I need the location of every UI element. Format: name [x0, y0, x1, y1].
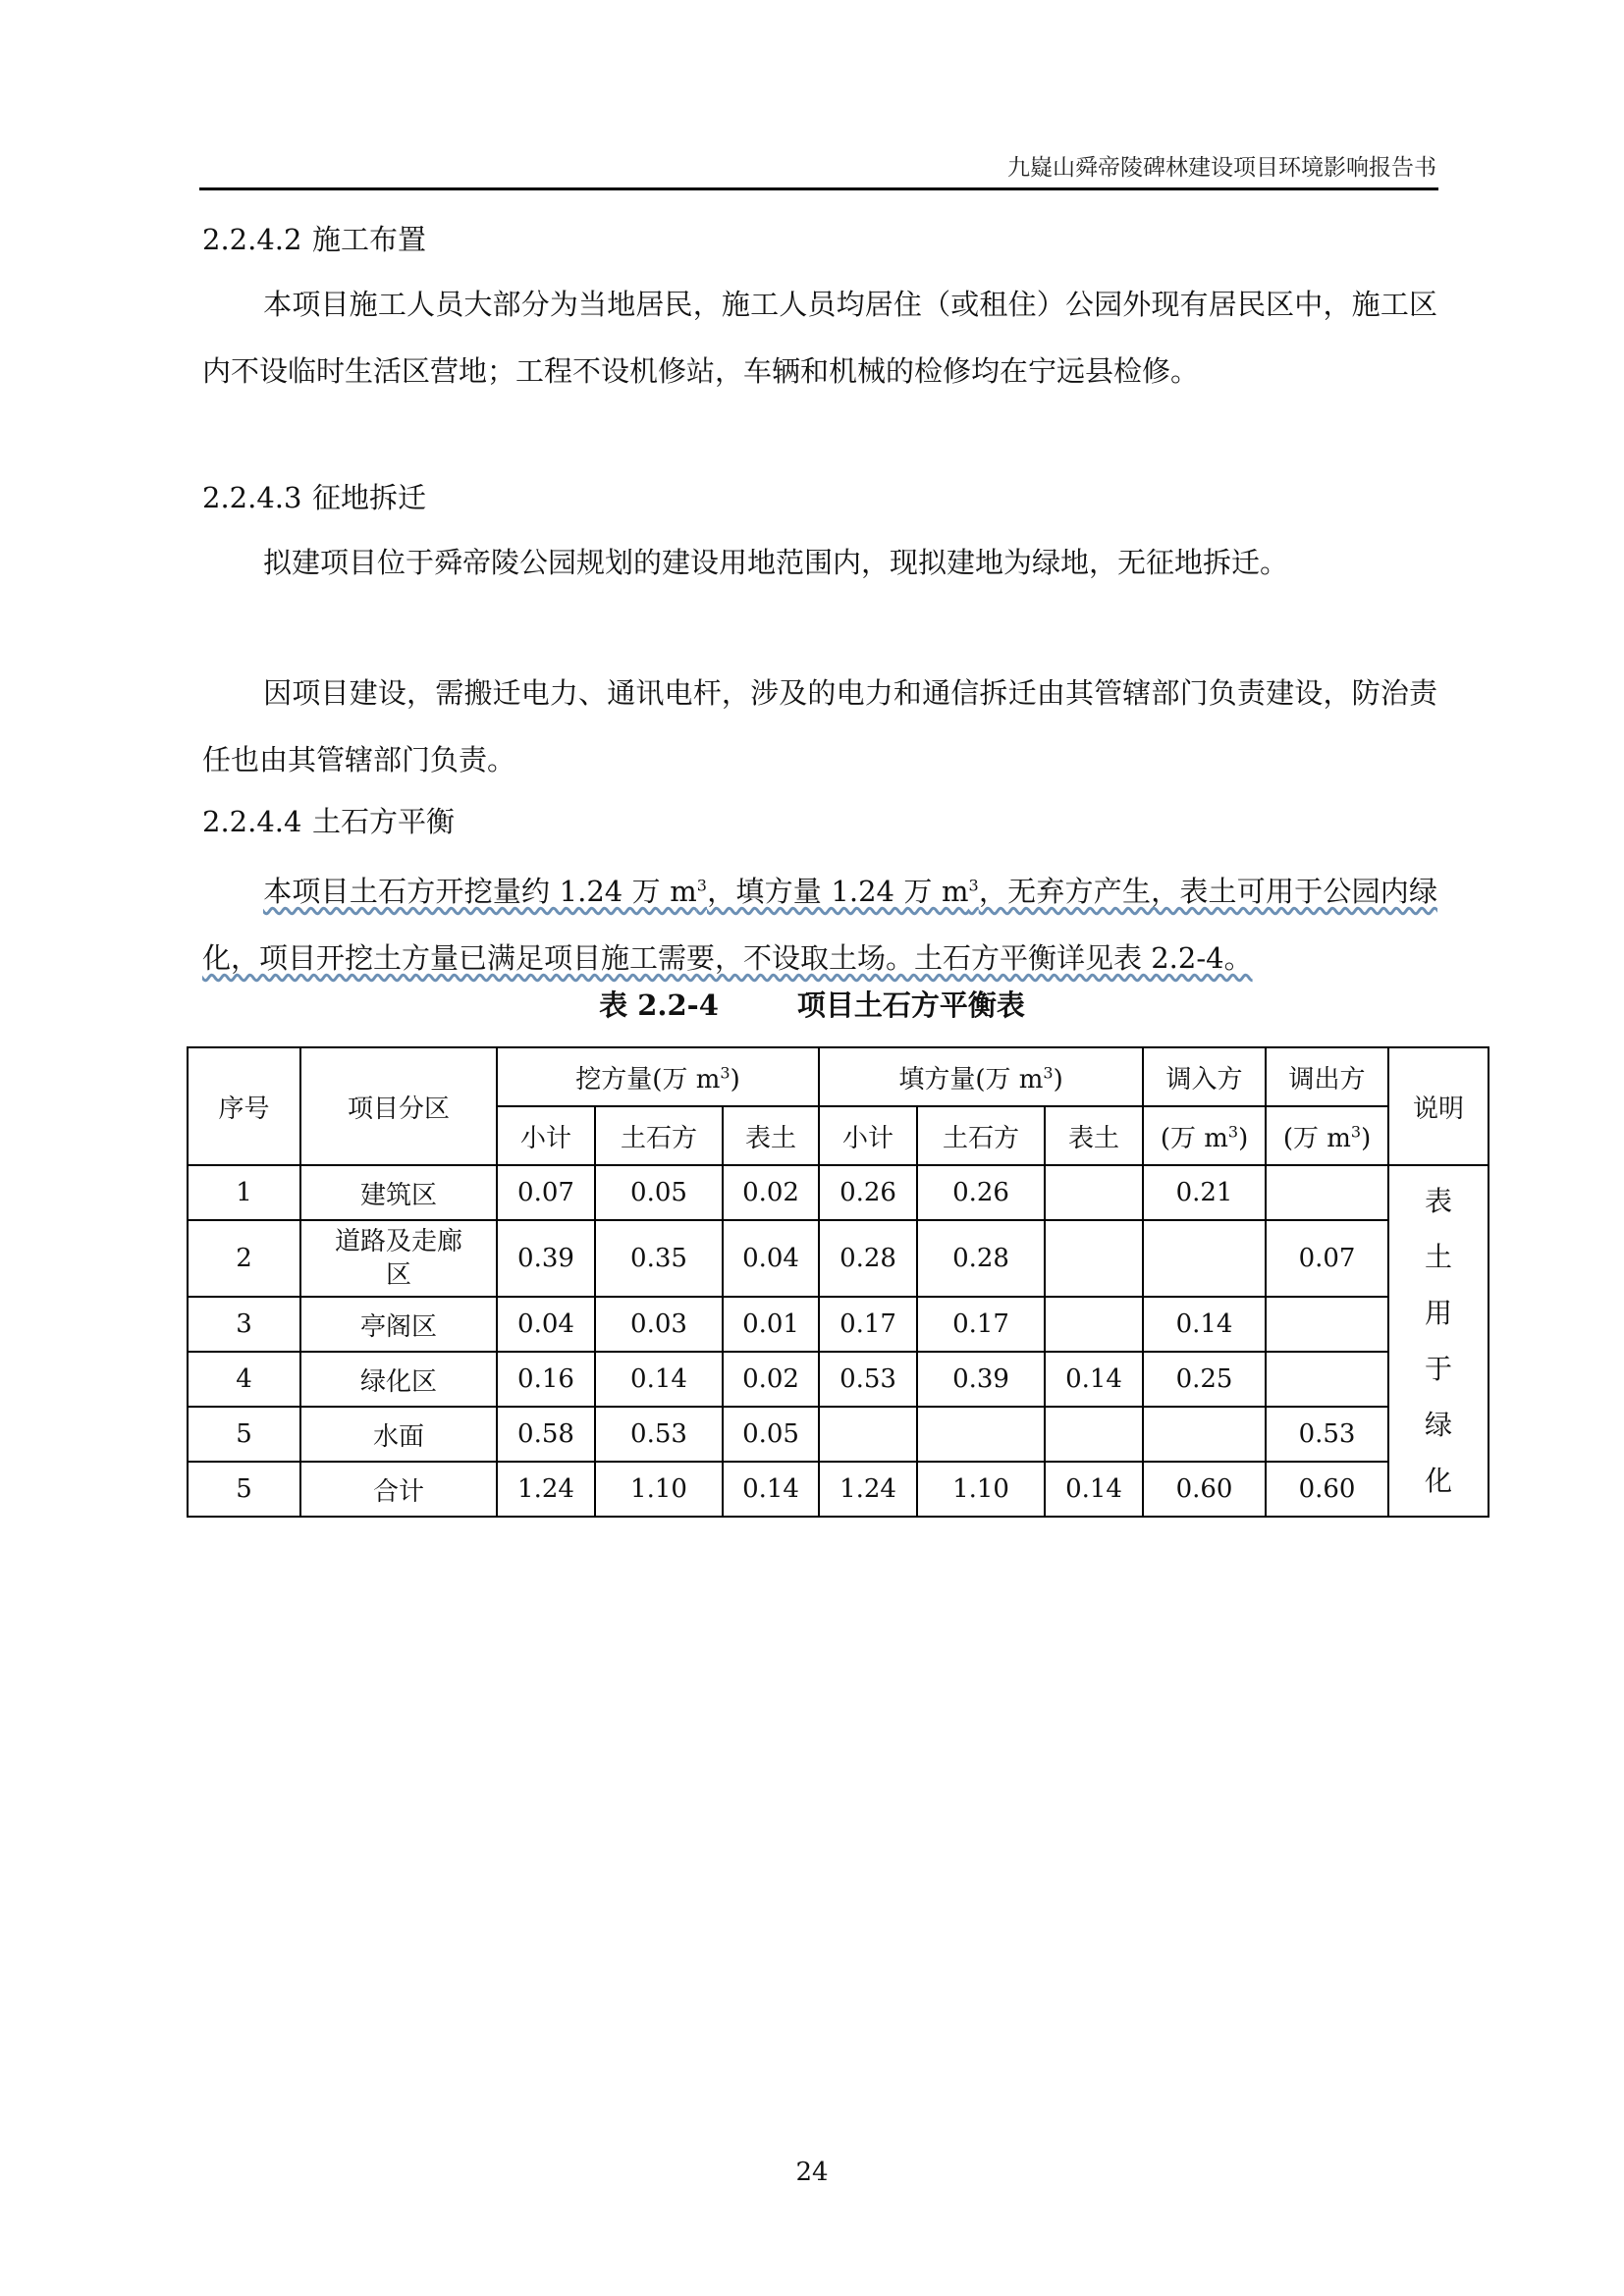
table-row [188, 1220, 1489, 1297]
table-cell [1266, 1297, 1388, 1352]
note-cell: 表 土 用 于 绿 化 [1388, 1165, 1489, 1517]
header-rule [199, 187, 1438, 190]
table-cell: 绿化区 [300, 1352, 497, 1407]
table-cell: 0.53 [1266, 1407, 1388, 1462]
header-row [188, 1047, 1489, 1106]
table-cell: 0.26 [819, 1165, 917, 1220]
table-cell [1266, 1352, 1388, 1407]
table-cell: 道路及走廊区 [300, 1220, 497, 1297]
table-cell: 1.10 [595, 1462, 723, 1517]
table-cell: 0.05 [595, 1165, 723, 1220]
table-cell: 5 [188, 1407, 300, 1462]
table-caption [0, 984, 1624, 1024]
paragraph [202, 529, 1437, 596]
section-number: 2.2.4.3 [202, 481, 302, 514]
paragraph-text: 本项目施工人员大部分为当地居民，施工人员均居住（或租住）公园外现有居民区中，施工区内不设临时生活区营地；工程不设机修站，车辆和机械的检修均在宁远县检修。 [202, 288, 1437, 388]
table-cell: 水面 [300, 1407, 497, 1462]
table-cell: 4 [188, 1352, 300, 1407]
earthwork-text: 本项目土石方开挖量约 1.24 万 $m^3$，填方量 1.24 万 $m^3$，无弃方产生，表土可用于公园内绿化，项目开挖土方量已满足项目施工需要，不设取土场。土石方平衡详见表 2.2-4。 [202, 874, 1437, 975]
paragraph-text: 拟建项目位于舜帝陵公园规划的建设用地范围内，现拟建地为绿地，无征地拆迁。 [263, 546, 1289, 579]
table-cell: 0.60 [1143, 1462, 1266, 1517]
earthwork-balance-table [187, 1046, 1489, 1518]
header-fill: 填方量(万 $m^3$) [819, 1047, 1143, 1106]
running-header: 九嶷山舜帝陵碑林建设项目环境影响报告书 [1007, 155, 1436, 181]
table-row-total [188, 1462, 1489, 1517]
table-cell: 0.39 [917, 1352, 1045, 1407]
table-row [188, 1407, 1489, 1462]
table-row [188, 1352, 1489, 1407]
table-cell: 0.58 [497, 1407, 595, 1462]
table-cell [917, 1407, 1045, 1462]
table-cell: 0.39 [497, 1220, 595, 1297]
table-cell [1045, 1220, 1143, 1297]
table-row [188, 1165, 1489, 1220]
header-in-unit: (万 $m^3$) [1143, 1106, 1266, 1165]
table-cell [1143, 1407, 1266, 1462]
table-cell: 0.01 [723, 1297, 819, 1352]
section-heading [202, 476, 426, 516]
paragraph [202, 852, 1437, 991]
table-cell: 亭阁区 [300, 1297, 497, 1352]
table-cell: 0.04 [723, 1220, 819, 1297]
header-exc-subtotal: 小计 [497, 1106, 595, 1165]
table-cell: 0.25 [1143, 1352, 1266, 1407]
section-heading [202, 800, 455, 840]
table-cell: 0.14 [723, 1462, 819, 1517]
table-cell: 1.10 [917, 1462, 1045, 1517]
table-cell: 0.14 [1045, 1352, 1143, 1407]
table-cell: 0.02 [723, 1165, 819, 1220]
table-cell: 0.14 [1143, 1297, 1266, 1352]
table-cell: 合计 [300, 1462, 497, 1517]
paragraph-text: 因项目建设，需搬迁电力、通讯电杆，涉及的电力和通信拆迁由其管辖部门负责建设，防治责任也由其管辖部门负责。 [202, 676, 1437, 776]
table-title: 项目土石方平衡表 [796, 988, 1025, 1022]
table-cell: 2 [188, 1220, 300, 1297]
header-transfer-out: 调出方 [1266, 1047, 1388, 1106]
header-fill-topsoil: 表土 [1045, 1106, 1143, 1165]
table-cell: 建筑区 [300, 1165, 497, 1220]
section-number: 2.2.4.4 [202, 805, 302, 838]
table-cell: 0.04 [497, 1297, 595, 1352]
table-cell: 0.26 [917, 1165, 1045, 1220]
page-number: 24 [795, 2158, 829, 2187]
table-cell: 0.03 [595, 1297, 723, 1352]
header-fill-subtotal: 小计 [819, 1106, 917, 1165]
table-cell [1045, 1407, 1143, 1462]
table-cell: 0.21 [1143, 1165, 1266, 1220]
table-cell: 3 [188, 1297, 300, 1352]
header-note: 说明 [1388, 1047, 1489, 1165]
table-cell: 0.05 [723, 1407, 819, 1462]
table-cell: 1.24 [497, 1462, 595, 1517]
table-cell [819, 1407, 917, 1462]
section-title: 征地拆迁 [312, 481, 427, 514]
table-cell: 0.17 [819, 1297, 917, 1352]
section-title: 土石方平衡 [312, 805, 456, 838]
table-cell: 5 [188, 1462, 300, 1517]
table-cell: 0.17 [917, 1297, 1045, 1352]
header-seq: 序号 [188, 1047, 300, 1165]
table-cell: 0.14 [595, 1352, 723, 1407]
table-cell [1266, 1165, 1388, 1220]
table-cell: 0.35 [595, 1220, 723, 1297]
table-cell [1143, 1220, 1266, 1297]
header-transfer-in: 调入方 [1143, 1047, 1266, 1106]
header-exc-topsoil: 表土 [723, 1106, 819, 1165]
paragraph [202, 660, 1437, 793]
table-cell: 1.24 [819, 1462, 917, 1517]
table-cell: 0.07 [1266, 1220, 1388, 1297]
header-exc-earth-rock: 土石方 [595, 1106, 723, 1165]
table-number: 表 2.2-4 [599, 988, 719, 1022]
table-cell: 0.07 [497, 1165, 595, 1220]
header-excavation: 挖方量(万 $m^3$) [497, 1047, 819, 1106]
section-title: 施工布置 [312, 223, 427, 256]
table-cell: 0.28 [917, 1220, 1045, 1297]
table-row [188, 1297, 1489, 1352]
table-cell [1045, 1297, 1143, 1352]
table-cell: 1 [188, 1165, 300, 1220]
table-cell: 0.14 [1045, 1462, 1143, 1517]
header-out-unit: (万 $m^3$) [1266, 1106, 1388, 1165]
paragraph [202, 271, 1437, 404]
header-fill-earth-rock: 土石方 [917, 1106, 1045, 1165]
table-cell: 0.16 [497, 1352, 595, 1407]
table-cell: 0.28 [819, 1220, 917, 1297]
table-cell [1045, 1165, 1143, 1220]
header-area: 项目分区 [300, 1047, 497, 1165]
section-heading [202, 218, 426, 258]
section-number: 2.2.4.2 [202, 223, 302, 256]
table-cell: 0.53 [595, 1407, 723, 1462]
table-cell: 0.53 [819, 1352, 917, 1407]
table-cell: 0.02 [723, 1352, 819, 1407]
table-cell: 0.60 [1266, 1462, 1388, 1517]
